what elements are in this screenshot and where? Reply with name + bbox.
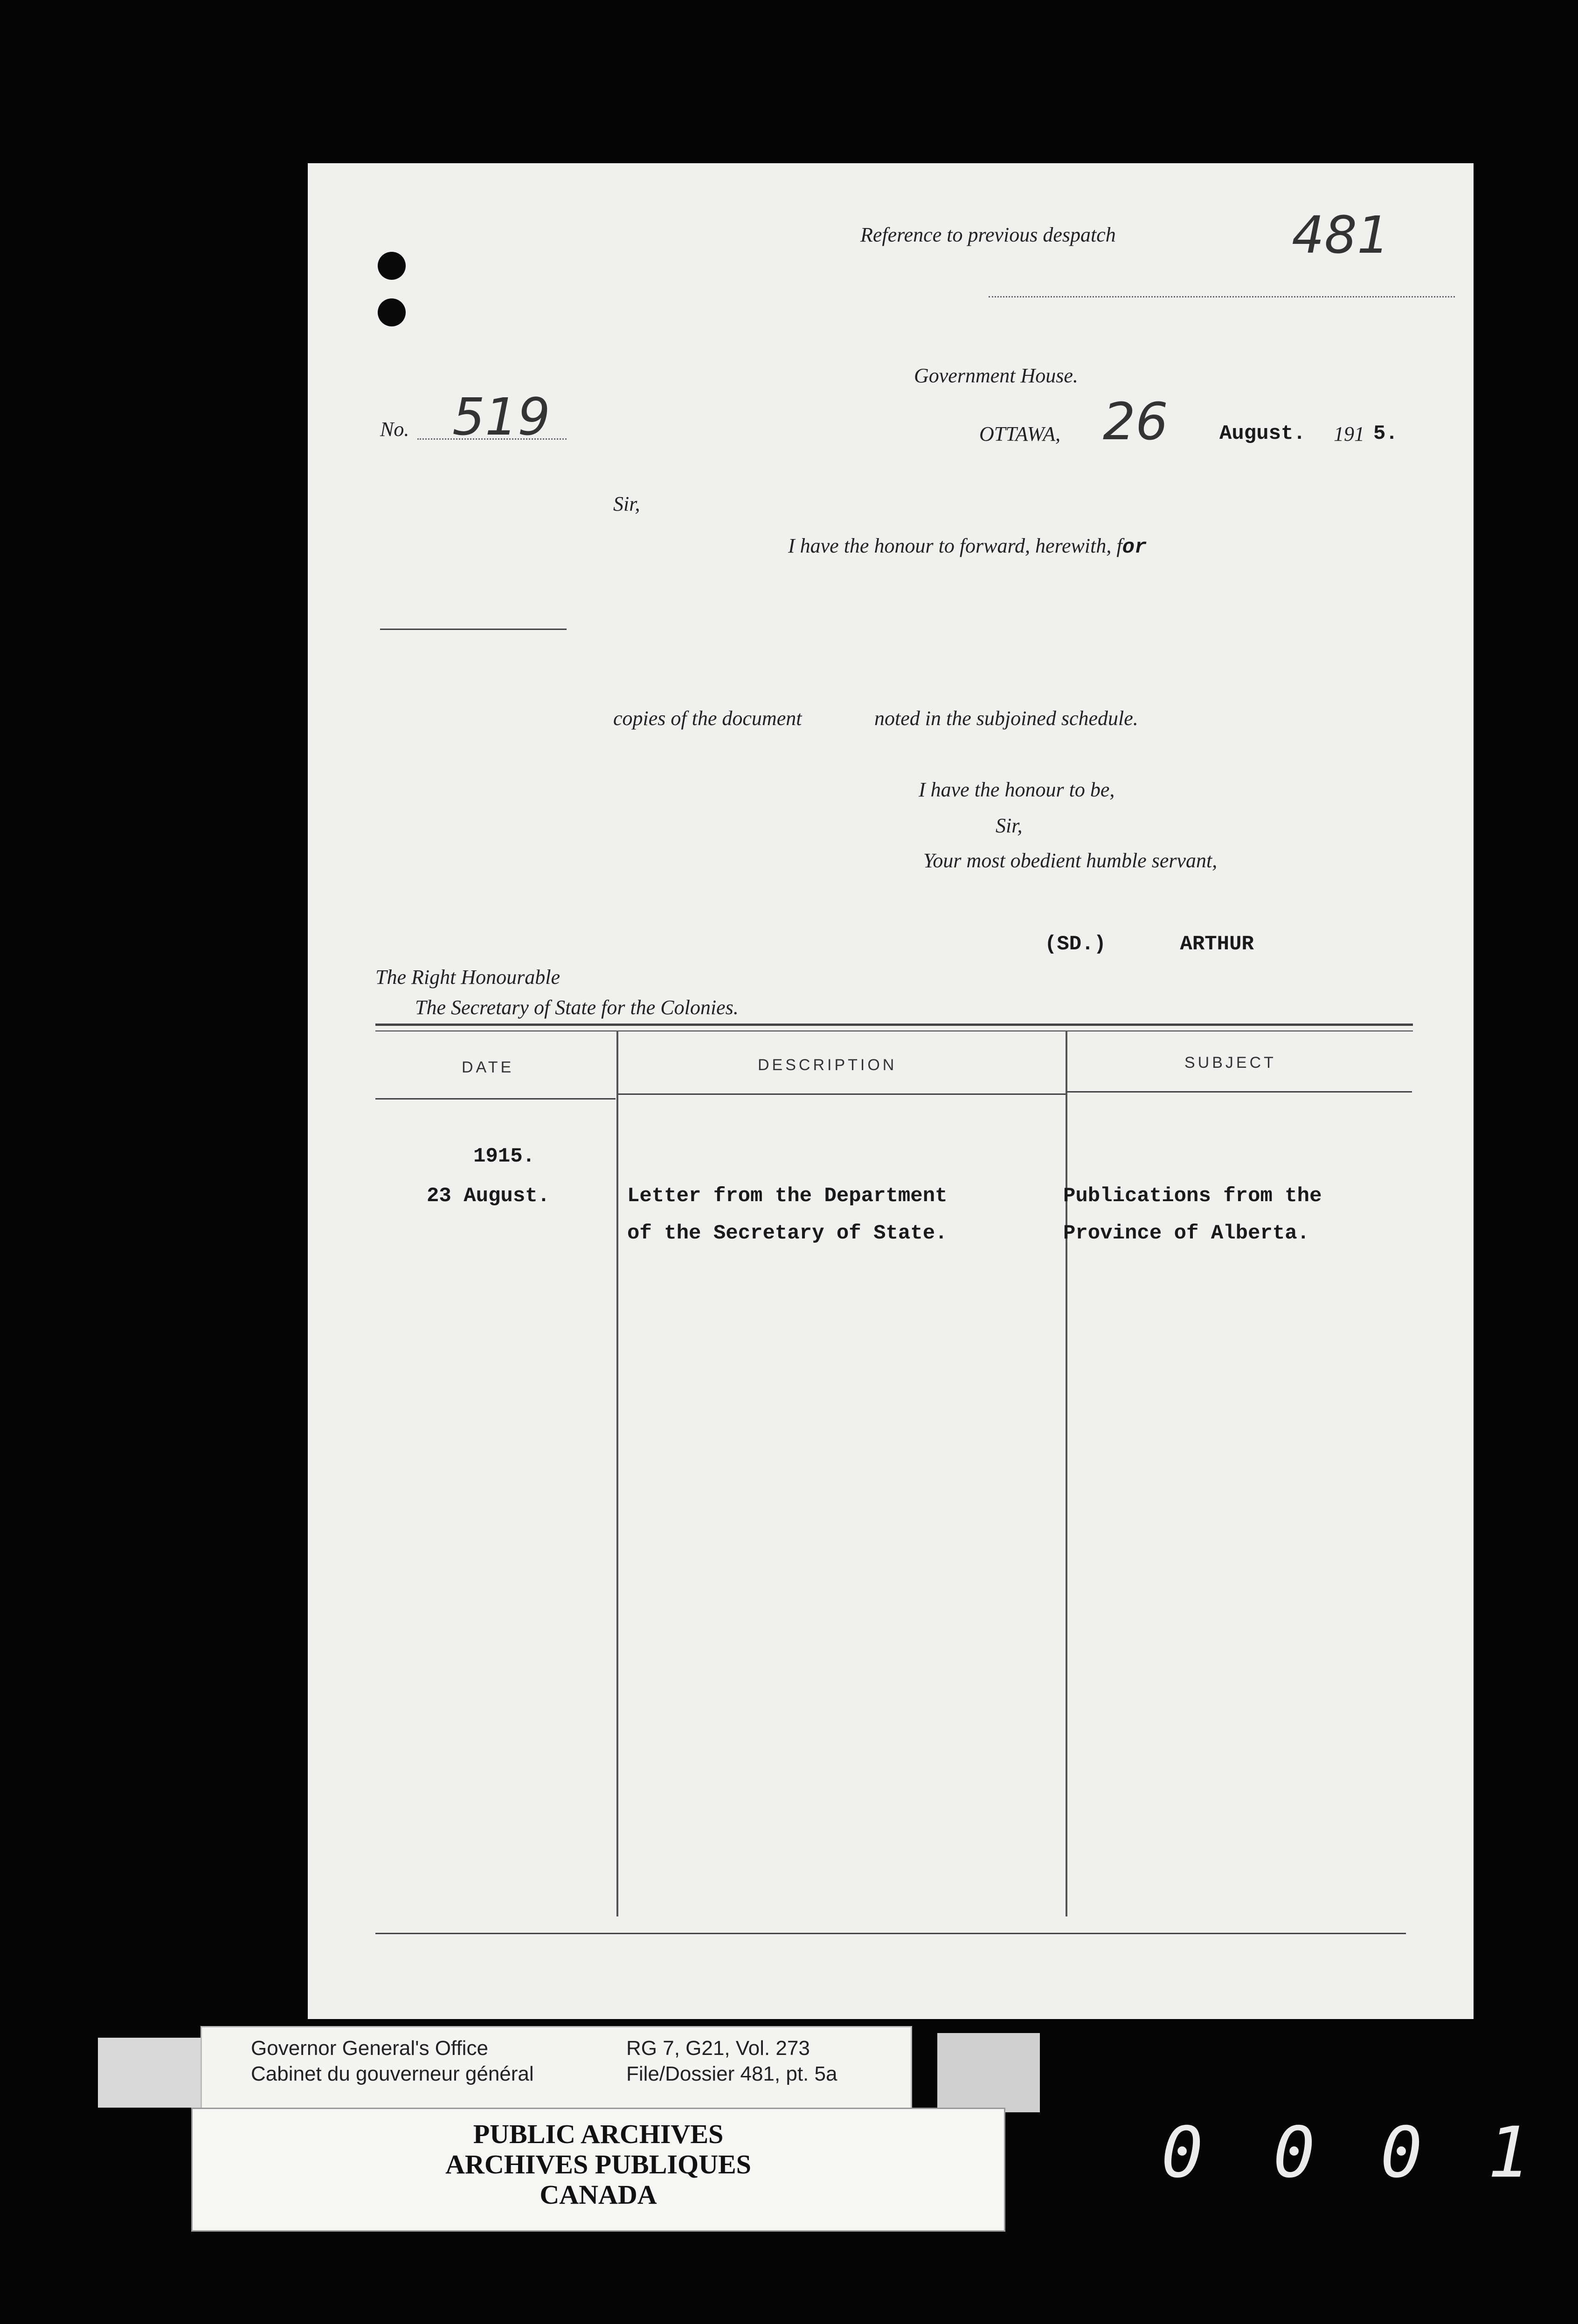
row-date: 23 August. — [427, 1184, 550, 1208]
margin-rule — [380, 629, 567, 630]
archive-reference-card — [201, 2026, 912, 2110]
header-date: DATE — [462, 1058, 514, 1076]
schedule-divider-1 — [616, 1031, 618, 1916]
month-typed: August. — [1219, 422, 1306, 445]
forward-line — [788, 534, 1147, 559]
addressee-line-2: The Secretary of State for the Colonies. — [415, 996, 739, 1019]
reference-dotted-line — [989, 296, 1455, 297]
city: OTTAWA, — [979, 422, 1061, 445]
closing-line-2: Sir, — [996, 814, 1023, 837]
header-subject: SUBJECT — [1184, 1054, 1276, 1072]
public-archives-line-1: PUBLIC ARCHIVES — [473, 2119, 724, 2149]
row-subject-line-2: Province of Alberta. — [1063, 1222, 1310, 1245]
public-archives-line-2: ARCHIVES PUBLIQUES — [445, 2149, 751, 2179]
public-archives-line-3: CANADA — [540, 2179, 657, 2210]
frame-number-digit-3: 0 — [1380, 2112, 1423, 2193]
year-typed-suffix: 5. — [1373, 422, 1398, 445]
addressee-line-1: The Right Honourable — [375, 966, 560, 989]
punch-hole-top — [378, 252, 406, 280]
row-description-line-1: Letter from the Department — [627, 1184, 948, 1208]
government-house: Government House. — [914, 364, 1078, 387]
copies-line-part2: noted in the subjoined schedule. — [874, 707, 1138, 730]
forward-line-printed: I have the honour to forward, herewith, f — [788, 534, 1122, 557]
day-handwritten: 26 — [1103, 392, 1168, 451]
date-header-rule — [375, 1098, 616, 1100]
punch-hole-bottom — [378, 298, 406, 326]
signature: (SD.) ARTHUR — [1045, 933, 1254, 956]
frame-number-digit-4: 1 — [1488, 2112, 1530, 2193]
row-subject-line-1: Publications from the — [1063, 1184, 1322, 1208]
row-description-line-2: of the Secretary of State. — [627, 1222, 948, 1245]
public-archives-stamp — [191, 2108, 1005, 2232]
frame-number-digit-1: 0 — [1161, 2112, 1204, 2193]
schedule-bottom-rule — [375, 1933, 1406, 1934]
label-right-tab — [937, 2033, 1040, 2112]
salutation: Sir, — [613, 492, 640, 515]
row-year: 1915. — [473, 1145, 535, 1168]
closing-line-3: Your most obedient humble servant, — [923, 849, 1218, 872]
header-description: DESCRIPTION — [758, 1056, 897, 1074]
description-header-rule — [618, 1093, 1066, 1095]
copies-line-part1: copies of the document — [613, 707, 802, 730]
schedule-divider-2 — [1066, 1031, 1067, 1916]
reference-label: Reference to previous despatch — [860, 223, 1116, 246]
despatch-number-handwritten: 519 — [452, 387, 550, 447]
file-reference: File/Dossier 481, pt. 5a — [626, 2062, 837, 2085]
label-left-tab — [98, 2038, 201, 2108]
year-prefix: 191 — [1334, 422, 1364, 445]
closing-line-1: I have the honour to be, — [919, 778, 1115, 801]
number-label: No. — [380, 418, 409, 441]
document-sheet — [308, 163, 1474, 2019]
forward-line-typed: or — [1122, 536, 1147, 559]
schedule-top-rule — [375, 1024, 1413, 1026]
office-english: Governor General's Office — [251, 2037, 488, 2060]
office-french: Cabinet du gouverneur général — [251, 2062, 534, 2085]
frame-number-digit-2: 0 — [1273, 2112, 1315, 2193]
number-dotted-line — [417, 438, 567, 440]
file-number-handwritten: 481 — [1292, 205, 1390, 265]
record-group-reference: RG 7, G21, Vol. 273 — [626, 2037, 810, 2060]
subject-header-rule — [1067, 1091, 1412, 1093]
